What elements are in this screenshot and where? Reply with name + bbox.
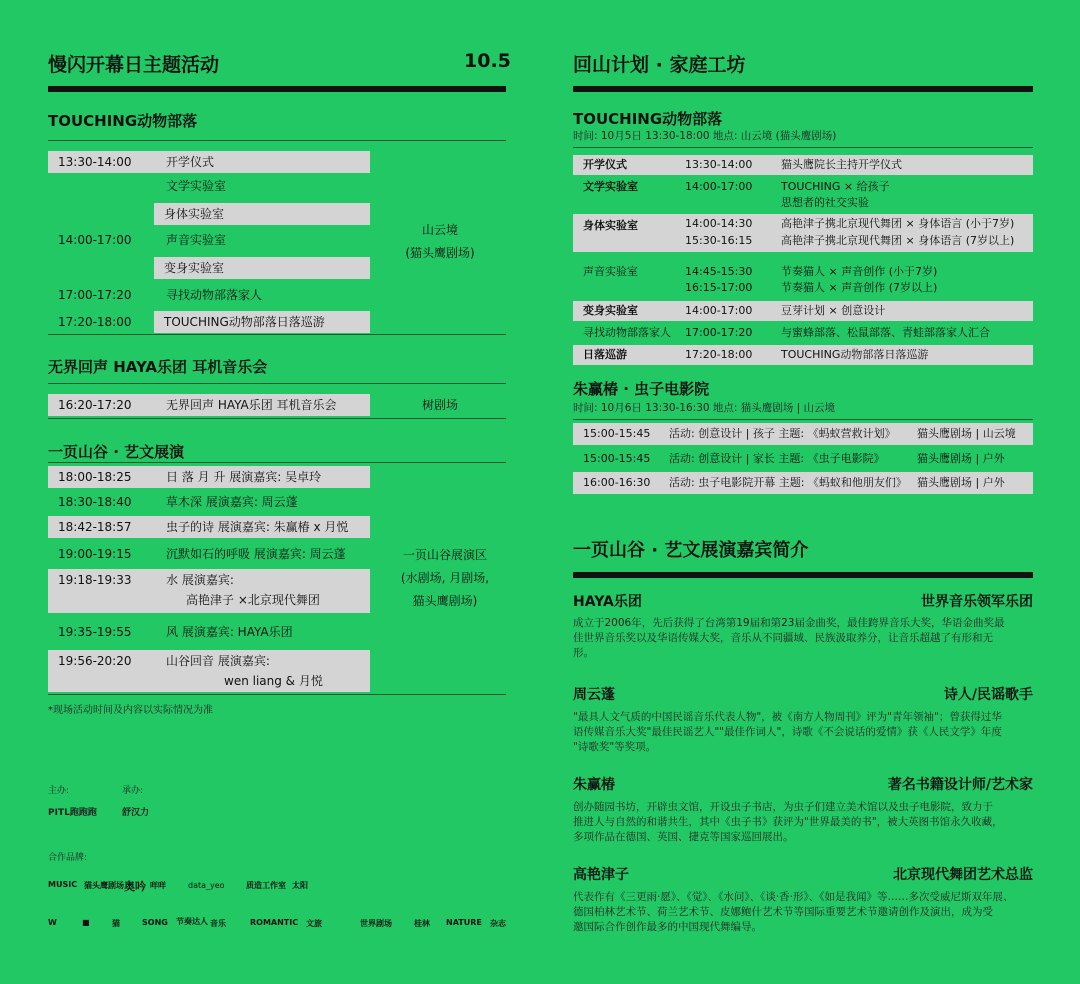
row-time: 19:56-20:20: [58, 654, 132, 668]
row-activity: 山谷回音 展演嘉宾:: [166, 654, 270, 668]
workshop-row: [573, 177, 1033, 213]
row-activity: 开学仪式: [166, 155, 215, 169]
partner-logo: ■: [82, 918, 90, 927]
schedule-row: [48, 229, 370, 251]
right-title-rule: [573, 86, 1033, 92]
row-time: 18:30-18:40: [58, 495, 132, 509]
row-time: 14:00-17:00: [58, 233, 132, 247]
guest-desc-line: 多项作品在德国、英国、捷克等国家巡回展出。: [573, 831, 794, 843]
divider: [48, 694, 506, 695]
schedule-row: [154, 203, 370, 225]
divider: [48, 383, 506, 384]
row-name: 声音实验室: [583, 265, 638, 278]
divider: [48, 462, 506, 463]
cinema-row: [573, 448, 1033, 470]
valley-heading: 一页山谷 · 艺文展演: [48, 443, 185, 461]
cinema-row: [573, 423, 1033, 445]
partner-logo: 猫头鹰剧场: [84, 881, 124, 890]
guest-role: 诗人/民谣歌手: [943, 687, 1033, 703]
row-time: 17:20-18:00: [58, 315, 132, 329]
row-activity: TOUCHING动物部落日落巡游: [164, 315, 325, 329]
guests-rule: [573, 572, 1033, 578]
schedule-row: [48, 394, 370, 416]
guest-role: 世界音乐领军乐团: [921, 594, 1033, 610]
haya-heading: 无界回声 HAYA乐团 耳机音乐会: [48, 358, 268, 376]
row-activity: 活动: 创意设计 | 孩子 主题: 《蚂蚁营救计划》: [669, 427, 896, 440]
schedule-row: [154, 311, 370, 333]
row-desc-line2: 思想者的社交实验: [781, 196, 869, 209]
guest-desc-line: 代表作有《三更雨·愿》、《觉》、《水问》、《谈·香·形》、《如是我闻》等……多次受威尼斯双年展、: [573, 891, 1014, 903]
divider: [573, 147, 1033, 148]
partner-logo: 杂志: [490, 919, 506, 928]
cinema-subtitle: 时间: 10月6日 13:30-16:30 地点: 猫头鹰剧场 | 山云境: [573, 402, 835, 414]
row-desc: TOUCHING动物部落日落巡游: [781, 348, 929, 361]
row-activity: 沉默如石的呼吸 展演嘉宾: 周云蓬: [166, 547, 346, 561]
row-activity: 寻找动物部落家人: [166, 288, 263, 302]
organizer-logo: 舒汉力: [122, 808, 150, 818]
row-activity: 日 落 月 升 展演嘉宾: 吴卓玲: [166, 470, 322, 484]
guest-desc-line: 创办随园书坊，开辟虫文馆，开设虫子书店，为虫子们建立美术馆以及虫子电影院，致力于: [573, 801, 993, 813]
partner-logo: ROMANTIC: [250, 918, 299, 927]
schedule-row: [48, 569, 370, 613]
venue-line: 山云境: [421, 223, 458, 237]
guest-name: 高艳津子: [573, 867, 629, 883]
row-desc: TOUCHING × 给孩子: [781, 180, 890, 193]
row-time: 14:00-17:00: [685, 304, 753, 317]
schedule-row: [48, 284, 370, 306]
cinema-row: [573, 472, 1033, 494]
partner-logo: 文旅: [306, 919, 322, 928]
workshop-row: [573, 301, 1033, 321]
schedule-row: [48, 175, 370, 197]
venue-line: (水剧场, 月剧场,: [400, 571, 490, 585]
partner-logo: 音乐: [210, 919, 226, 928]
workshop-row: [573, 155, 1033, 175]
guests-heading: 一页山谷 · 艺文展演嘉宾简介: [573, 540, 809, 561]
row-activity: 草木深 展演嘉宾: 周云蓬: [166, 495, 298, 509]
partner-logo: 世界剧场: [360, 919, 392, 928]
partner-logo: 质造工作室: [246, 881, 286, 890]
row-time: 18:42-18:57: [58, 520, 132, 534]
left-title: 慢闪开幕日主题活动: [48, 54, 220, 76]
row-time: 14:45-15:30: [685, 265, 753, 278]
row-time: 15:00-15:45: [583, 427, 651, 440]
divider: [573, 419, 1033, 420]
schedule-row: [48, 516, 370, 538]
row-time: 14:00-17:00: [685, 180, 753, 193]
row-place: 猫头鹰剧场 | 山云境: [917, 427, 1016, 440]
row-time: 18:00-18:25: [58, 470, 132, 484]
cinema-heading: 朱赢椿 · 虫子电影院: [573, 380, 710, 398]
guest-desc-line: 德国柏林艺术节、荷兰艺术节、皮娜鲍什艺术节等国际重要艺术节邀请创作及演出，成为受: [573, 906, 993, 918]
right-title: 回山计划 · 家庭工坊: [573, 54, 746, 76]
row-activity: 变身实验室: [164, 261, 225, 275]
workshop-row: [573, 323, 1033, 343]
guest-desc-line: 成立于2006年，先后获得了台湾第19届和第23届金曲奖，最佳跨界音乐大奖，华语金曲奖最: [573, 617, 1005, 629]
row-activity: 活动: 创意设计 | 家长 主题: 《虫子电影院》: [669, 452, 885, 465]
row-desc: 节奏猫人 × 声音创作 (小于7岁): [781, 265, 938, 278]
workshop-row: [573, 214, 1033, 252]
schedule-row: [48, 151, 370, 173]
schedule-row: [154, 257, 370, 279]
row-activity: 无界回声 HAYA乐团 耳机音乐会: [166, 398, 337, 412]
row-time: 15:00-15:45: [583, 452, 651, 465]
schedule-row: [48, 621, 370, 643]
row-desc: 豆芽计划 × 创意设计: [781, 304, 886, 317]
workshop-row: [573, 345, 1033, 365]
row-place: 猫头鹰剧场 | 户外: [917, 452, 1005, 465]
row-name: 变身实验室: [583, 304, 638, 317]
row-time: 14:00-14:30: [685, 217, 753, 230]
partner-logo: 节奏达人: [176, 917, 208, 926]
workshop-heading: TOUCHING动物部落: [573, 110, 723, 128]
row-desc-2: 节奏猫人 × 声音创作 (7岁以上): [781, 281, 938, 294]
partner-logo: 咩咩: [150, 881, 166, 890]
guest-desc-line: 邀国际合作创作最多的中国现代舞编导。: [573, 921, 762, 933]
row-activity: 活动: 虫子电影院开幕 主题: 《蚂蚁和他朋友们》: [669, 476, 907, 489]
row-time: 19:18-19:33: [58, 573, 132, 587]
guest-desc: [573, 890, 1033, 935]
partner-logo: MUSIC: [48, 880, 78, 889]
venue-line: 一页山谷展演区: [402, 548, 487, 562]
partner-logo: W: [48, 918, 57, 927]
divider: [48, 140, 506, 141]
guest-desc-line: 语传媒音乐大奖"最佳民谣艺人""最佳作词人"，诗歌《不会说话的爱情》获《人民文学》年度: [573, 726, 1002, 738]
guest-desc-line: 形。: [573, 647, 594, 659]
footnote: *现场活动时间及内容以实际情况为准: [48, 705, 213, 716]
row-activity: 风 展演嘉宾: HAYA乐团: [166, 625, 293, 639]
row-name: 寻找动物部落家人: [583, 326, 671, 339]
guest-desc-line: "最具人文气质的中国民谣音乐代表人物"，被《南方人物周刊》评为"青年领袖"；曾获得过华: [573, 711, 1002, 723]
row-place: 猫头鹰剧场 | 户外: [917, 476, 1005, 489]
sponsor-logo: PITL跑跑跑: [48, 808, 97, 818]
row-activity: 水 展演嘉宾:: [166, 573, 234, 587]
workshop-row: [573, 262, 1033, 298]
schedule-row: [48, 650, 370, 692]
row-time: 17:00-17:20: [685, 326, 753, 339]
row-time-2: 15:30-16:15: [685, 234, 753, 247]
row-desc-2: 高艳津子携北京现代舞团 × 身体语言 (7岁以上): [781, 234, 1015, 247]
row-time: 19:00-19:15: [58, 547, 132, 561]
guest-desc: [573, 800, 1033, 845]
touching-heading: TOUCHING动物部落: [48, 112, 198, 130]
partner-logo: 太阳: [292, 881, 308, 890]
guest-name: HAYA乐团: [573, 594, 642, 610]
row-time: 16:20-17:20: [58, 398, 132, 412]
partner-logo: 奥吟: [124, 880, 146, 893]
row-activity: 身体实验室: [164, 207, 225, 221]
row-desc: 与蜜蜂部落、松鼠部落、青蛙部落家人汇合: [781, 326, 990, 339]
left-title-rule: [48, 86, 506, 92]
divider: [48, 418, 506, 419]
row-name: 身体实验室: [583, 219, 638, 232]
guest-name: 朱赢椿: [573, 777, 615, 793]
schedule-row: [48, 543, 370, 565]
partner-logo: data_yeo: [188, 881, 225, 890]
partner-logo: 桂林: [414, 919, 430, 928]
row-activity: 文学实验室: [166, 179, 227, 193]
schedule-row: [48, 491, 370, 513]
guest-desc-line: 佳世界音乐奖以及华语传媒大奖，音乐从不同疆域、民族汲取养分，让音乐超越了有形和无: [573, 632, 993, 644]
sponsor-label: 主办:: [48, 786, 70, 796]
row-activity-line2: 高艳津子 ×北京现代舞团: [186, 593, 320, 607]
venue-line: 猫头鹰剧场): [412, 594, 478, 608]
guest-role: 著名书籍设计师/艺术家: [887, 777, 1033, 793]
row-activity-line2: wen liang & 月悦: [224, 674, 323, 688]
partners-label: 合作品牌:: [48, 853, 88, 863]
row-name: 开学仪式: [583, 158, 627, 171]
venue-line: (猫头鹰剧场): [405, 246, 475, 260]
left-date: 10.5: [464, 50, 511, 72]
guest-desc: [573, 616, 1033, 661]
row-time: 17:00-17:20: [58, 288, 132, 302]
divider: [48, 334, 506, 335]
venue-line: 树剧场: [421, 398, 458, 412]
guest-desc-line: 推进人与自然的和谐共生，其中《虫子书》获评为"世界最美的书"，被大英图书馆永久收藏，: [573, 816, 1003, 828]
row-desc: 高艳津子携北京现代舞团 × 身体语言 (小于7岁): [781, 217, 1015, 230]
row-time-2: 16:15-17:00: [685, 281, 753, 294]
row-name: 日落巡游: [583, 348, 627, 361]
guest-desc: [573, 710, 1033, 755]
row-time: 13:30-14:00: [58, 155, 132, 169]
row-time: 13:30-14:00: [685, 158, 753, 171]
schedule-row-time: [48, 311, 154, 333]
row-desc: 猫头鹰院长主持开学仪式: [781, 158, 902, 171]
guest-role: 北京现代舞团艺术总监: [893, 867, 1033, 883]
row-time: 16:00-16:30: [583, 476, 651, 489]
guest-name: 周云蓬: [573, 687, 615, 703]
partner-logo: NATURE: [446, 918, 482, 927]
row-activity: 声音实验室: [166, 233, 227, 247]
row-time: 19:35-19:55: [58, 625, 132, 639]
row-name: 文学实验室: [583, 180, 638, 193]
workshop-subtitle: 时间: 10月5日 13:30-18:00 地点: 山云境 (猫头鹰剧场): [573, 130, 837, 142]
partner-logo: 猫: [112, 919, 120, 928]
partner-logo: SONG: [142, 918, 168, 927]
row-time: 17:20-18:00: [685, 348, 753, 361]
row-activity: 虫子的诗 展演嘉宾: 朱赢椿 x 月悦: [166, 520, 349, 534]
organizer-label: 承办:: [122, 786, 144, 796]
schedule-row: [48, 466, 370, 488]
guest-desc-line: "诗歌奖"等奖项。: [573, 741, 657, 753]
